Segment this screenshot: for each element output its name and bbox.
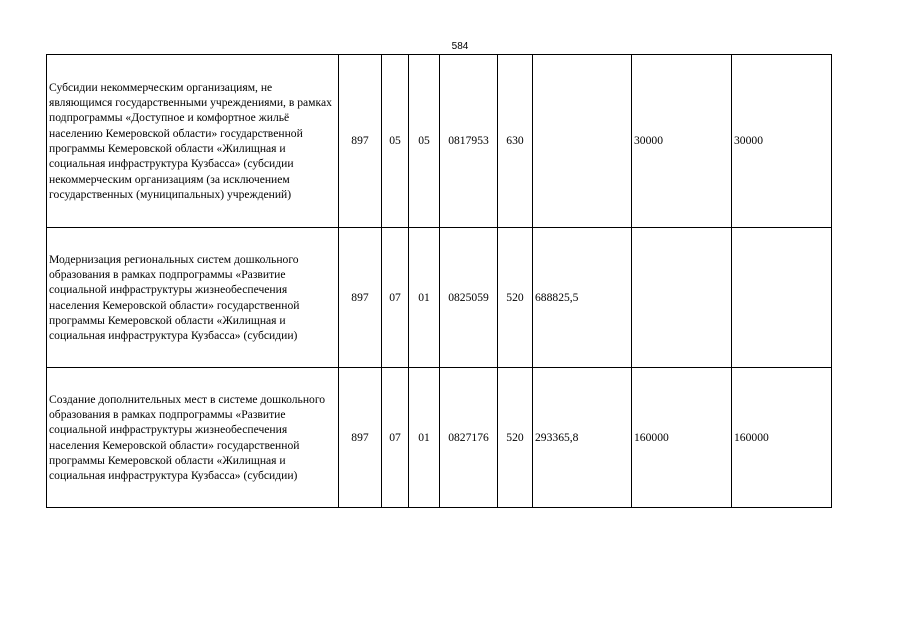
section-code: 05 bbox=[382, 55, 409, 228]
table-row bbox=[47, 55, 832, 228]
expense-type-code: 520 bbox=[498, 228, 533, 368]
ministry-code: 897 bbox=[339, 368, 382, 508]
amount-2: 160000 bbox=[632, 368, 732, 508]
amount-3 bbox=[732, 228, 832, 368]
target-code: 0825059 bbox=[440, 228, 498, 368]
subsection-code: 01 bbox=[409, 228, 440, 368]
amount-3: 30000 bbox=[732, 55, 832, 228]
expense-type-code: 630 bbox=[498, 55, 533, 228]
amount-1: 688825,5 bbox=[533, 228, 632, 368]
subsection-code: 05 bbox=[409, 55, 440, 228]
table-row bbox=[47, 368, 832, 508]
amount-1: 293365,8 bbox=[533, 368, 632, 508]
ministry-code: 897 bbox=[339, 228, 382, 368]
row-description: Модернизация региональных систем дошкольного образования в рамках подпрограммы «Развитие социальной инфраструктуры жизнеобеспечения населения Кемеровской области» государственной программы Кемеровской области «Жилищная и социальная инфраструктура Кузбасса» (субсидии) bbox=[47, 228, 339, 368]
row-description: Субсидии некоммерческим организациям, не являющимся государственными учреждениями, в рамках подпрограммы «Доступное и комфортное жильё населению Кемеровской области» государственной программы Кемеровской области «Жилищная и социальная инфраструктура Кузбасса» (субсидии некоммерческим организациям (за исключением государственных (муниципальных) учреждений) bbox=[47, 55, 339, 228]
amount-3: 160000 bbox=[732, 368, 832, 508]
subsection-code: 01 bbox=[409, 368, 440, 508]
row-description: Создание дополнительных мест в системе дошкольного образования в рамках подпрограммы «Развитие социальной инфраструктуры жизнеобеспечения населения Кемеровской области» государственной программы Кемеровской области «Жилищная и социальная инфраструктура Кузбасса» (субсидии) bbox=[47, 368, 339, 508]
page-number: 584 bbox=[451, 41, 469, 52]
target-code: 0817953 bbox=[440, 55, 498, 228]
target-code: 0827176 bbox=[440, 368, 498, 508]
amount-2: 30000 bbox=[632, 55, 732, 228]
table-row bbox=[47, 228, 832, 368]
section-code: 07 bbox=[382, 228, 409, 368]
budget-table bbox=[46, 54, 832, 508]
ministry-code: 897 bbox=[339, 55, 382, 228]
amount-1 bbox=[533, 55, 632, 228]
amount-2 bbox=[632, 228, 732, 368]
expense-type-code: 520 bbox=[498, 368, 533, 508]
section-code: 07 bbox=[382, 368, 409, 508]
